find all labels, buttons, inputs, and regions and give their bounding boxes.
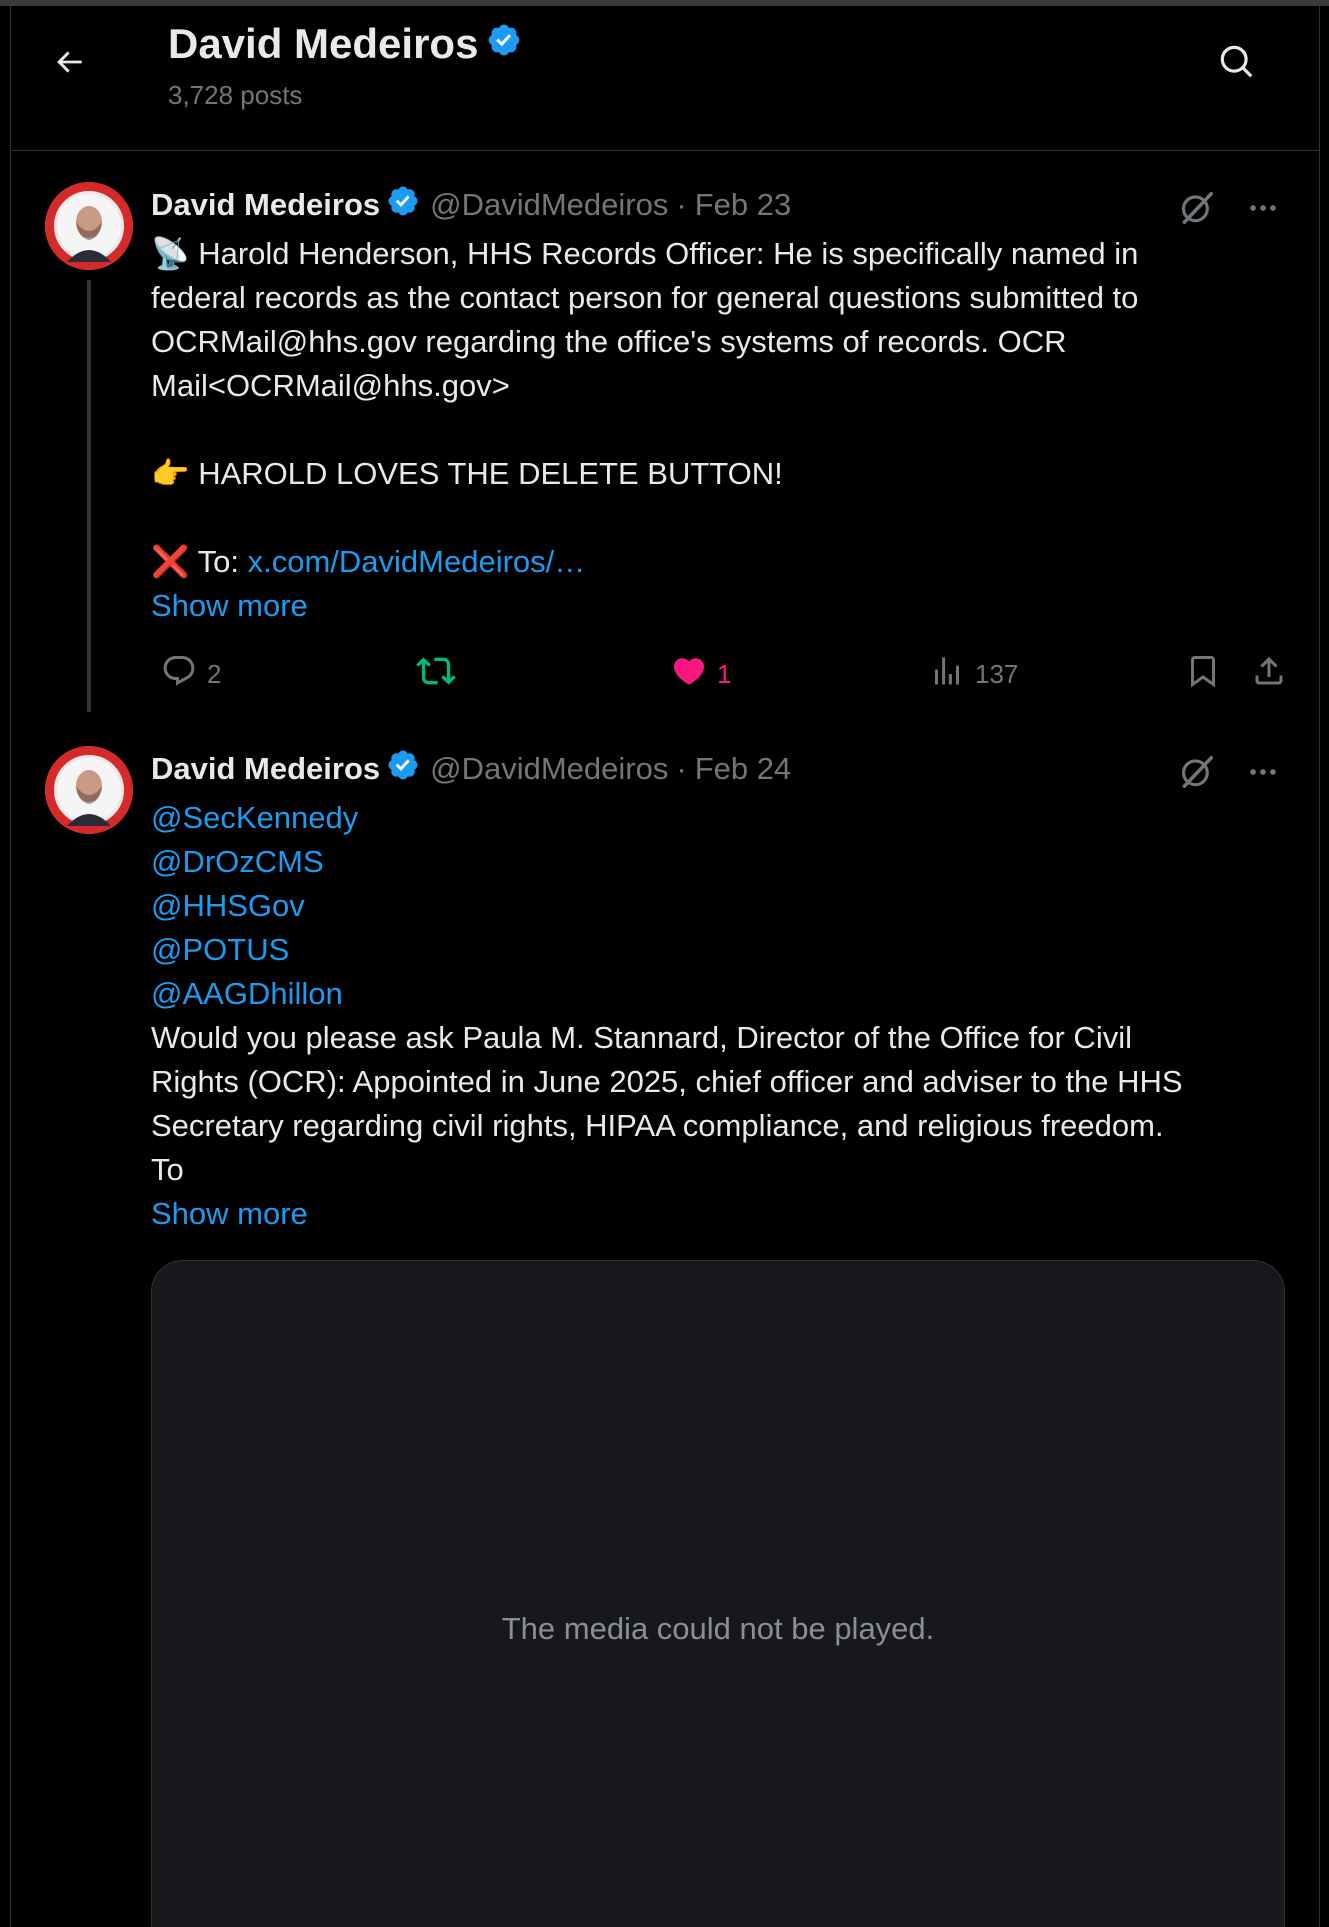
back-button[interactable] (41, 36, 97, 92)
tweet-text (151, 796, 1301, 1236)
like-button[interactable] (671, 652, 731, 696)
timeline-column (10, 6, 1320, 1927)
reply-count: 2 (207, 658, 222, 689)
grok-button[interactable] (1175, 188, 1219, 232)
grok-icon (1178, 189, 1216, 232)
tweet-line: Would you please ask Paula M. Stannard, Director of the Office for Civil (151, 1020, 1132, 1055)
heart-filled-icon (671, 653, 707, 696)
views-button[interactable] (929, 652, 1018, 696)
tweet-line-with-link (151, 540, 1301, 584)
thread-connector (87, 280, 91, 712)
mention-link[interactable]: @HHSGov (151, 888, 305, 923)
tweet[interactable] (11, 712, 1319, 1927)
author-name[interactable]: David Medeiros (151, 187, 381, 222)
retweet-icon (416, 651, 456, 698)
tweet-link[interactable]: x.com/DavidMedeiros/… (247, 544, 586, 579)
profile-header (11, 6, 1319, 151)
tweet-line: Mail<OCRMail@hhs.gov> (151, 368, 510, 403)
show-more-link[interactable]: Show more (151, 588, 308, 623)
more-options-button[interactable] (1241, 188, 1285, 232)
tweet-line (151, 408, 1301, 452)
author-handle[interactable]: @DavidMedeiros (430, 187, 669, 222)
views-chart-icon (929, 653, 965, 696)
tweet-date[interactable]: Feb 24 (694, 751, 792, 786)
tweet-header (151, 184, 791, 226)
tweet-text-prefix: ❌ To: (151, 544, 248, 579)
reply-button[interactable] (161, 652, 221, 696)
tweet-line: 👉 HAROLD LOVES THE DELETE BUTTON! (151, 456, 783, 491)
share-icon (1251, 653, 1287, 696)
video-player[interactable] (151, 1260, 1285, 1927)
share-button[interactable] (1251, 652, 1287, 696)
bookmark-icon (1185, 653, 1221, 696)
mention-link[interactable]: @AAGDhillon (151, 976, 343, 1011)
like-count: 1 (717, 658, 732, 689)
tweet-line: 📡 Harold Henderson, HHS Records Officer: He is specifically named in (151, 236, 1139, 271)
reply-icon (161, 653, 197, 696)
mention-link[interactable]: @SecKennedy (151, 800, 359, 835)
view-count: 137 (975, 658, 1019, 689)
tweet-line: federal records as the contact person for general questions submitted to (151, 280, 1139, 315)
tweet-line: Secretary regarding civil rights, HIPAA compliance, and religious freedom. (151, 1108, 1164, 1143)
profile-name: David Medeiros (168, 20, 479, 67)
show-more-link[interactable]: Show more (151, 1196, 308, 1231)
verified-badge-icon (486, 20, 522, 68)
tweet-line: OCRMail@hhs.gov regarding the office's systems of records. OCR (151, 324, 1067, 359)
more-options-button[interactable] (1241, 752, 1285, 796)
author-handle[interactable]: @DavidMedeiros (430, 751, 669, 786)
media-error-message: The media could not be played. (501, 1611, 935, 1646)
more-dots-icon (1246, 755, 1280, 794)
tweet-date[interactable]: Feb 23 (694, 187, 792, 222)
post-count: 3,728 posts (168, 80, 303, 110)
tweet-line: To (151, 1152, 184, 1187)
tweet-line: Rights (OCR): Appointed in June 2025, chief officer and adviser to the HHS (151, 1064, 1183, 1099)
verified-badge-icon (386, 184, 420, 226)
tweet[interactable] (11, 152, 1319, 712)
search-icon (1218, 43, 1256, 86)
tweet-line (151, 496, 1301, 540)
mention-link[interactable]: @DrOzCMS (151, 844, 324, 879)
avatar[interactable] (45, 182, 133, 270)
mention-link[interactable]: @POTUS (151, 932, 290, 967)
more-dots-icon (1246, 191, 1280, 230)
grok-icon (1178, 753, 1216, 796)
verified-badge-icon (386, 748, 420, 790)
search-button[interactable] (1209, 36, 1265, 92)
avatar[interactable] (45, 746, 133, 834)
retweet-button[interactable] (416, 652, 456, 696)
tweet-text (151, 232, 1301, 628)
page-title (168, 20, 522, 68)
separator: · (676, 751, 687, 786)
tweet-header (151, 748, 791, 790)
tweet-actions (151, 652, 1291, 696)
grok-button[interactable] (1175, 752, 1219, 796)
arrow-left-icon (52, 45, 86, 84)
separator: · (676, 187, 687, 222)
bookmark-button[interactable] (1185, 652, 1221, 696)
author-name[interactable]: David Medeiros (151, 751, 381, 786)
